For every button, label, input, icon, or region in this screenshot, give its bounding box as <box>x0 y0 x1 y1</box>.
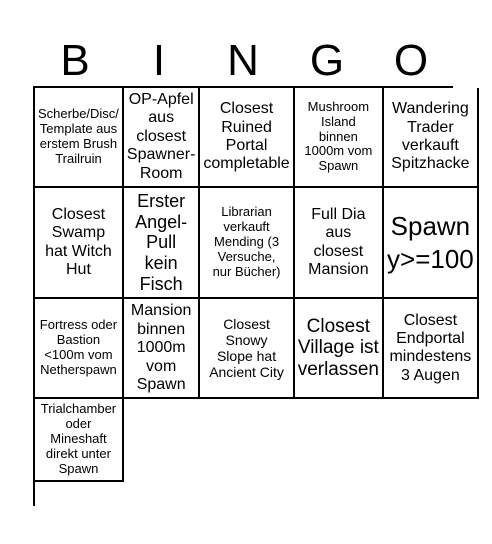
header-letter-n: N <box>227 36 259 85</box>
bingo-cell[interactable]: Closest Ruined Portal completable <box>200 88 294 188</box>
header-letter-b: B <box>60 36 90 85</box>
header-letter-i: I <box>152 36 166 85</box>
bingo-cell[interactable]: Scherbe/Disc/ Template aus erstem Brush Trailruin <box>35 88 124 188</box>
bingo-cell[interactable]: Erster Angel-Pull kein Fisch <box>124 188 200 299</box>
bingo-cell[interactable]: Trialchamber oder Mineshaft direkt unter Spawn <box>35 399 124 482</box>
bingo-cell[interactable]: Closest Endportal mindestens 3 Augen <box>384 299 479 399</box>
header-letter-o: O <box>393 36 429 85</box>
bingo-header <box>33 36 453 86</box>
bingo-cell[interactable]: OP-Apfel aus closest Spawner- Room <box>124 88 200 188</box>
bingo-cell[interactable]: Closest Snowy Slope hat Ancient City <box>200 299 294 399</box>
bingo-cell[interactable]: Spawn y>=100 <box>384 188 479 299</box>
bingo-cell[interactable]: Mushroom Island binnen 1000m vom Spawn <box>295 88 384 188</box>
bingo-cell[interactable]: Full Dia aus closest Mansion <box>295 188 384 299</box>
header-letter-g: G <box>309 36 345 85</box>
bingo-cell[interactable]: Closest Village ist verlassen <box>295 299 384 399</box>
bingo-grid <box>33 86 474 506</box>
bingo-cell[interactable]: Wandering Trader verkauft Spitzhacke <box>384 88 479 188</box>
bingo-cell[interactable]: Fortress oder Bastion <100m vom Netherspawn <box>35 299 124 399</box>
bingo-cell[interactable]: Librarian verkauft Mending (3 Versuche, nur Bücher) <box>200 188 294 299</box>
bingo-cell[interactable]: Closest Swamp hat Witch Hut <box>35 188 124 299</box>
bingo-cell[interactable]: Mansion binnen 1000m vom Spawn <box>124 299 200 399</box>
